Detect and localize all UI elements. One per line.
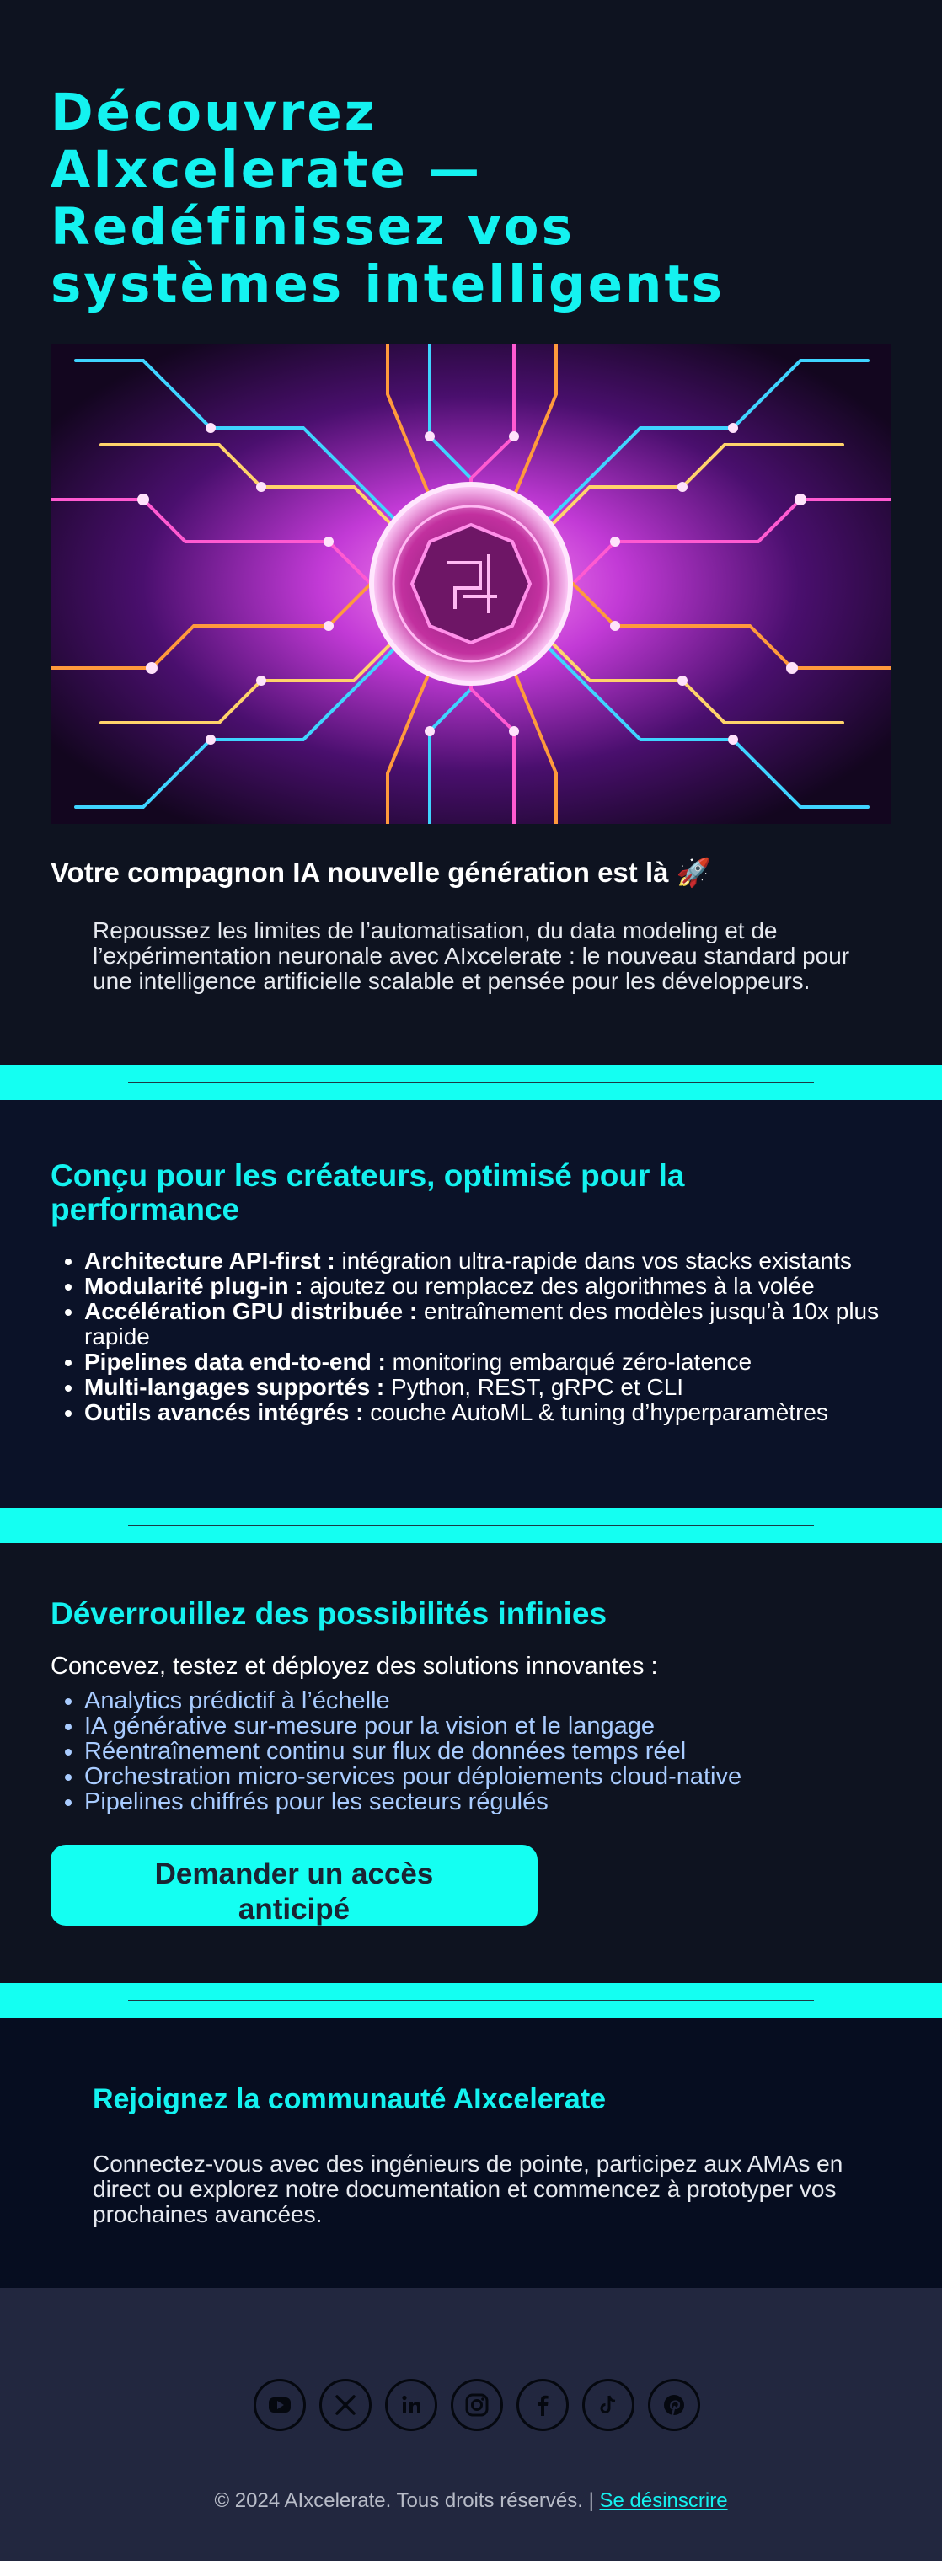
- copyright-line: [0, 2488, 942, 2514]
- feature-item: [84, 1349, 893, 1375]
- feature-label: Accélération GPU distribuée :: [84, 1298, 418, 1324]
- possibility-item: • Réentraînement continu sur flux de données temps réel: [84, 1739, 891, 1764]
- feature-label: Outils avancés intégrés :: [84, 1399, 364, 1425]
- feature-text: couche AutoML & tuning d’hyperparamètres: [363, 1399, 828, 1425]
- tiktok-icon[interactable]: [582, 2379, 634, 2431]
- bottom-strip: [0, 2561, 942, 2576]
- features-section: [0, 1100, 942, 1508]
- youtube-icon[interactable]: [254, 2379, 306, 2431]
- hero-subtitle: Votre compagnon IA nouvelle génération est là 🚀: [51, 857, 711, 888]
- possibility-item: • IA générative sur-mesure pour la vision et le langage: [84, 1713, 891, 1739]
- possibilities-section: [0, 1543, 942, 1983]
- hero-section: [0, 0, 942, 994]
- pinterest-icon[interactable]: [648, 2379, 700, 2431]
- feature-list: [51, 1248, 893, 1425]
- feature-text: monitoring embarqué zéro-latence: [385, 1349, 752, 1375]
- community-description: Connectez-vous avec des ingénieurs de pointe, participez aux AMAs en direct ou explorez notre documentation et commencez à prototyper vos prochaines avancées.: [93, 2151, 843, 2227]
- feature-label: Modularité plug-in :: [84, 1273, 303, 1299]
- hero-description: Repoussez les limites de l’automatisation, du data modeling et de l’expérimentation neuronale avec AIxcelerate : le nouveau standard pour une intelligence artificielle scalable et pensée pour les développeurs.: [93, 917, 850, 994]
- linkedin-icon[interactable]: [385, 2379, 437, 2431]
- request-early-access-button[interactable]: Demander un accès anticipé: [51, 1845, 538, 1926]
- feature-label: Pipelines data end-to-end :: [84, 1349, 386, 1375]
- divider-line: [128, 2000, 814, 2001]
- feature-text: intégration ultra-rapide dans vos stacks existants: [335, 1248, 852, 1274]
- divider-line: [128, 1525, 814, 1526]
- unsubscribe-link[interactable]: Se désinscrire: [599, 2489, 728, 2512]
- possibilities-list: [51, 1688, 891, 1814]
- social-links: [254, 2379, 700, 2431]
- facebook-icon[interactable]: [516, 2379, 569, 2431]
- feature-item: [84, 1274, 893, 1299]
- possibility-item: • Pipelines chiffrés pour les secteurs régulés: [84, 1789, 891, 1814]
- features-title: Conçu pour les créateurs, optimisé pour la performance: [51, 1158, 685, 1227]
- community-title: Rejoignez la communauté AIxcelerate: [93, 2083, 607, 2115]
- feature-label: Multi-langages supportés :: [84, 1374, 385, 1400]
- feature-text: Python, REST, gRPC et CLI: [384, 1374, 684, 1400]
- feature-item: [84, 1299, 893, 1349]
- section-divider: [0, 1065, 942, 1100]
- feature-text: ajoutez ou remplacez des algorithmes à la volée: [302, 1273, 815, 1299]
- feature-label: Architecture API-first :: [84, 1248, 335, 1274]
- copyright-text: © 2024 AIxcelerate. Tous droits réservés. |: [214, 2489, 600, 2512]
- footer: [0, 2288, 942, 2561]
- community-section: [0, 2018, 942, 2288]
- possibilities-intro: Concevez, testez et déployez des solutions innovantes :: [51, 1653, 658, 1680]
- possibility-item: • Analytics prédictif à l’échelle: [84, 1688, 891, 1713]
- feature-item: [84, 1400, 893, 1425]
- x-icon[interactable]: [319, 2379, 372, 2431]
- divider-line: [128, 1082, 814, 1083]
- possibility-item: • Orchestration micro-services pour déploiements cloud-native: [84, 1764, 891, 1789]
- hero-circuit-image: [51, 344, 891, 824]
- hero-title: Découvrez AIxcelerate — Redéfinissez vos systèmes intelligents: [51, 83, 725, 314]
- section-divider: [0, 1983, 942, 2018]
- section-divider: [0, 1508, 942, 1543]
- feature-item: [84, 1248, 893, 1274]
- instagram-icon[interactable]: [451, 2379, 503, 2431]
- possibilities-title: Déverrouillez des possibilités infinies: [51, 1596, 607, 1631]
- feature-item: [84, 1375, 893, 1400]
- feature-text: entraînement des modèles jusqu’à 10x plus rapide: [84, 1298, 880, 1349]
